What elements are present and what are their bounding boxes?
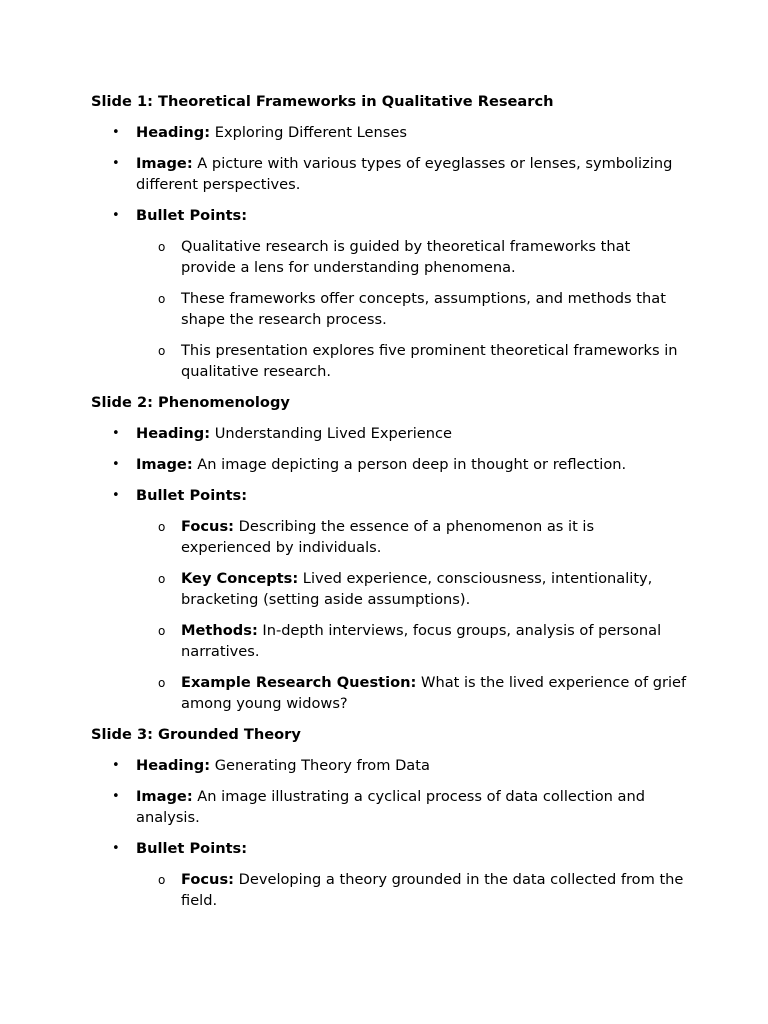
slide-item-list — [91, 122, 688, 382]
circle-bullet-icon: o — [158, 344, 166, 358]
slide-item-list — [91, 755, 688, 911]
sub-point-text: In-depth interviews, focus groups, analysis of personal narratives. — [181, 622, 662, 660]
sub-point-text: Qualitative research is guided by theoretical frameworks that provide a lens for understanding phenomena. — [181, 238, 631, 276]
sub-point-label: Focus: — [181, 518, 234, 535]
slide-1-section — [91, 91, 688, 382]
sub-point-list — [136, 869, 688, 911]
sub-point-label: Key Concepts: — [181, 570, 299, 587]
bullet-icon: • — [112, 457, 120, 472]
sub-point-label: Methods: — [181, 622, 258, 639]
image-item — [112, 454, 688, 475]
image-text: An image depicting a person deep in thought or reflection. — [192, 456, 627, 473]
circle-bullet-icon: o — [158, 572, 166, 586]
sub-point-label: Focus: — [181, 871, 234, 888]
bullet-points-item — [112, 205, 688, 382]
heading-item — [112, 122, 688, 143]
slide-title: Slide 1: Theoretical Frameworks in Qualitative Research — [91, 93, 554, 110]
sub-point-item — [158, 869, 688, 911]
image-item — [112, 153, 688, 195]
bullet-icon: • — [112, 125, 120, 140]
sub-point-item — [158, 236, 688, 278]
heading-item — [112, 755, 688, 776]
circle-bullet-icon: o — [158, 292, 166, 306]
bullet-points-item — [112, 485, 688, 714]
slide-title: Slide 2: Phenomenology — [91, 394, 290, 411]
sub-point-item — [158, 516, 688, 558]
image-text: An image illustrating a cyclical process of data collection and analysis. — [136, 788, 645, 826]
circle-bullet-icon: o — [158, 873, 166, 887]
sub-point-item — [158, 672, 688, 714]
circle-bullet-icon: o — [158, 676, 166, 690]
sub-point-list — [136, 516, 688, 714]
sub-point-item — [158, 568, 688, 610]
sub-point-list — [136, 236, 688, 382]
slide-2-section — [91, 392, 688, 714]
heading-text: Generating Theory from Data — [210, 757, 430, 774]
slide-title: Slide 3: Grounded Theory — [91, 726, 301, 743]
bullet-icon: • — [112, 208, 120, 223]
sub-point-text: Developing a theory grounded in the data collected from the field. — [181, 871, 684, 909]
heading-text: Exploring Different Lenses — [210, 124, 407, 141]
sub-point-text: What is the lived experience of grief among young widows? — [181, 674, 687, 712]
sub-point-text: Describing the essence of a phenomenon as it is experienced by individuals. — [181, 518, 595, 556]
image-label: Image: — [136, 155, 193, 172]
heading-text: Understanding Lived Experience — [210, 425, 452, 442]
slide-3-section — [91, 724, 688, 911]
heading-label: Heading: — [136, 425, 211, 442]
heading-label: Heading: — [136, 757, 211, 774]
sub-point-text: These frameworks offer concepts, assumptions, and methods that shape the research process. — [181, 290, 666, 328]
sub-point-label: Example Research Question: — [181, 674, 417, 691]
circle-bullet-icon: o — [158, 520, 166, 534]
bullet-points-label: Bullet Points: — [136, 207, 248, 224]
sub-point-item — [158, 288, 688, 330]
image-label: Image: — [136, 788, 193, 805]
bullet-icon: • — [112, 426, 120, 441]
bullet-points-label: Bullet Points: — [136, 840, 248, 857]
image-label: Image: — [136, 456, 193, 473]
sub-point-text: Lived experience, consciousness, intentionality, bracketing (setting aside assumptions). — [181, 570, 653, 608]
bullet-icon: • — [112, 156, 120, 171]
circle-bullet-icon: o — [158, 624, 166, 638]
bullet-points-item — [112, 838, 688, 911]
sub-point-text: This presentation explores five prominent theoretical frameworks in qualitative research. — [181, 342, 678, 380]
bullet-icon: • — [112, 488, 120, 503]
sub-point-item — [158, 620, 688, 662]
slide-item-list — [91, 423, 688, 714]
bullet-icon: • — [112, 841, 120, 856]
heading-label: Heading: — [136, 124, 211, 141]
bullet-icon: • — [112, 758, 120, 773]
heading-item — [112, 423, 688, 444]
circle-bullet-icon: o — [158, 240, 166, 254]
image-item — [112, 786, 688, 828]
image-text: A picture with various types of eyeglasses or lenses, symbolizing different perspectives. — [136, 155, 673, 193]
bullet-icon: • — [112, 789, 120, 804]
bullet-points-label: Bullet Points: — [136, 487, 248, 504]
sub-point-item — [158, 340, 688, 382]
